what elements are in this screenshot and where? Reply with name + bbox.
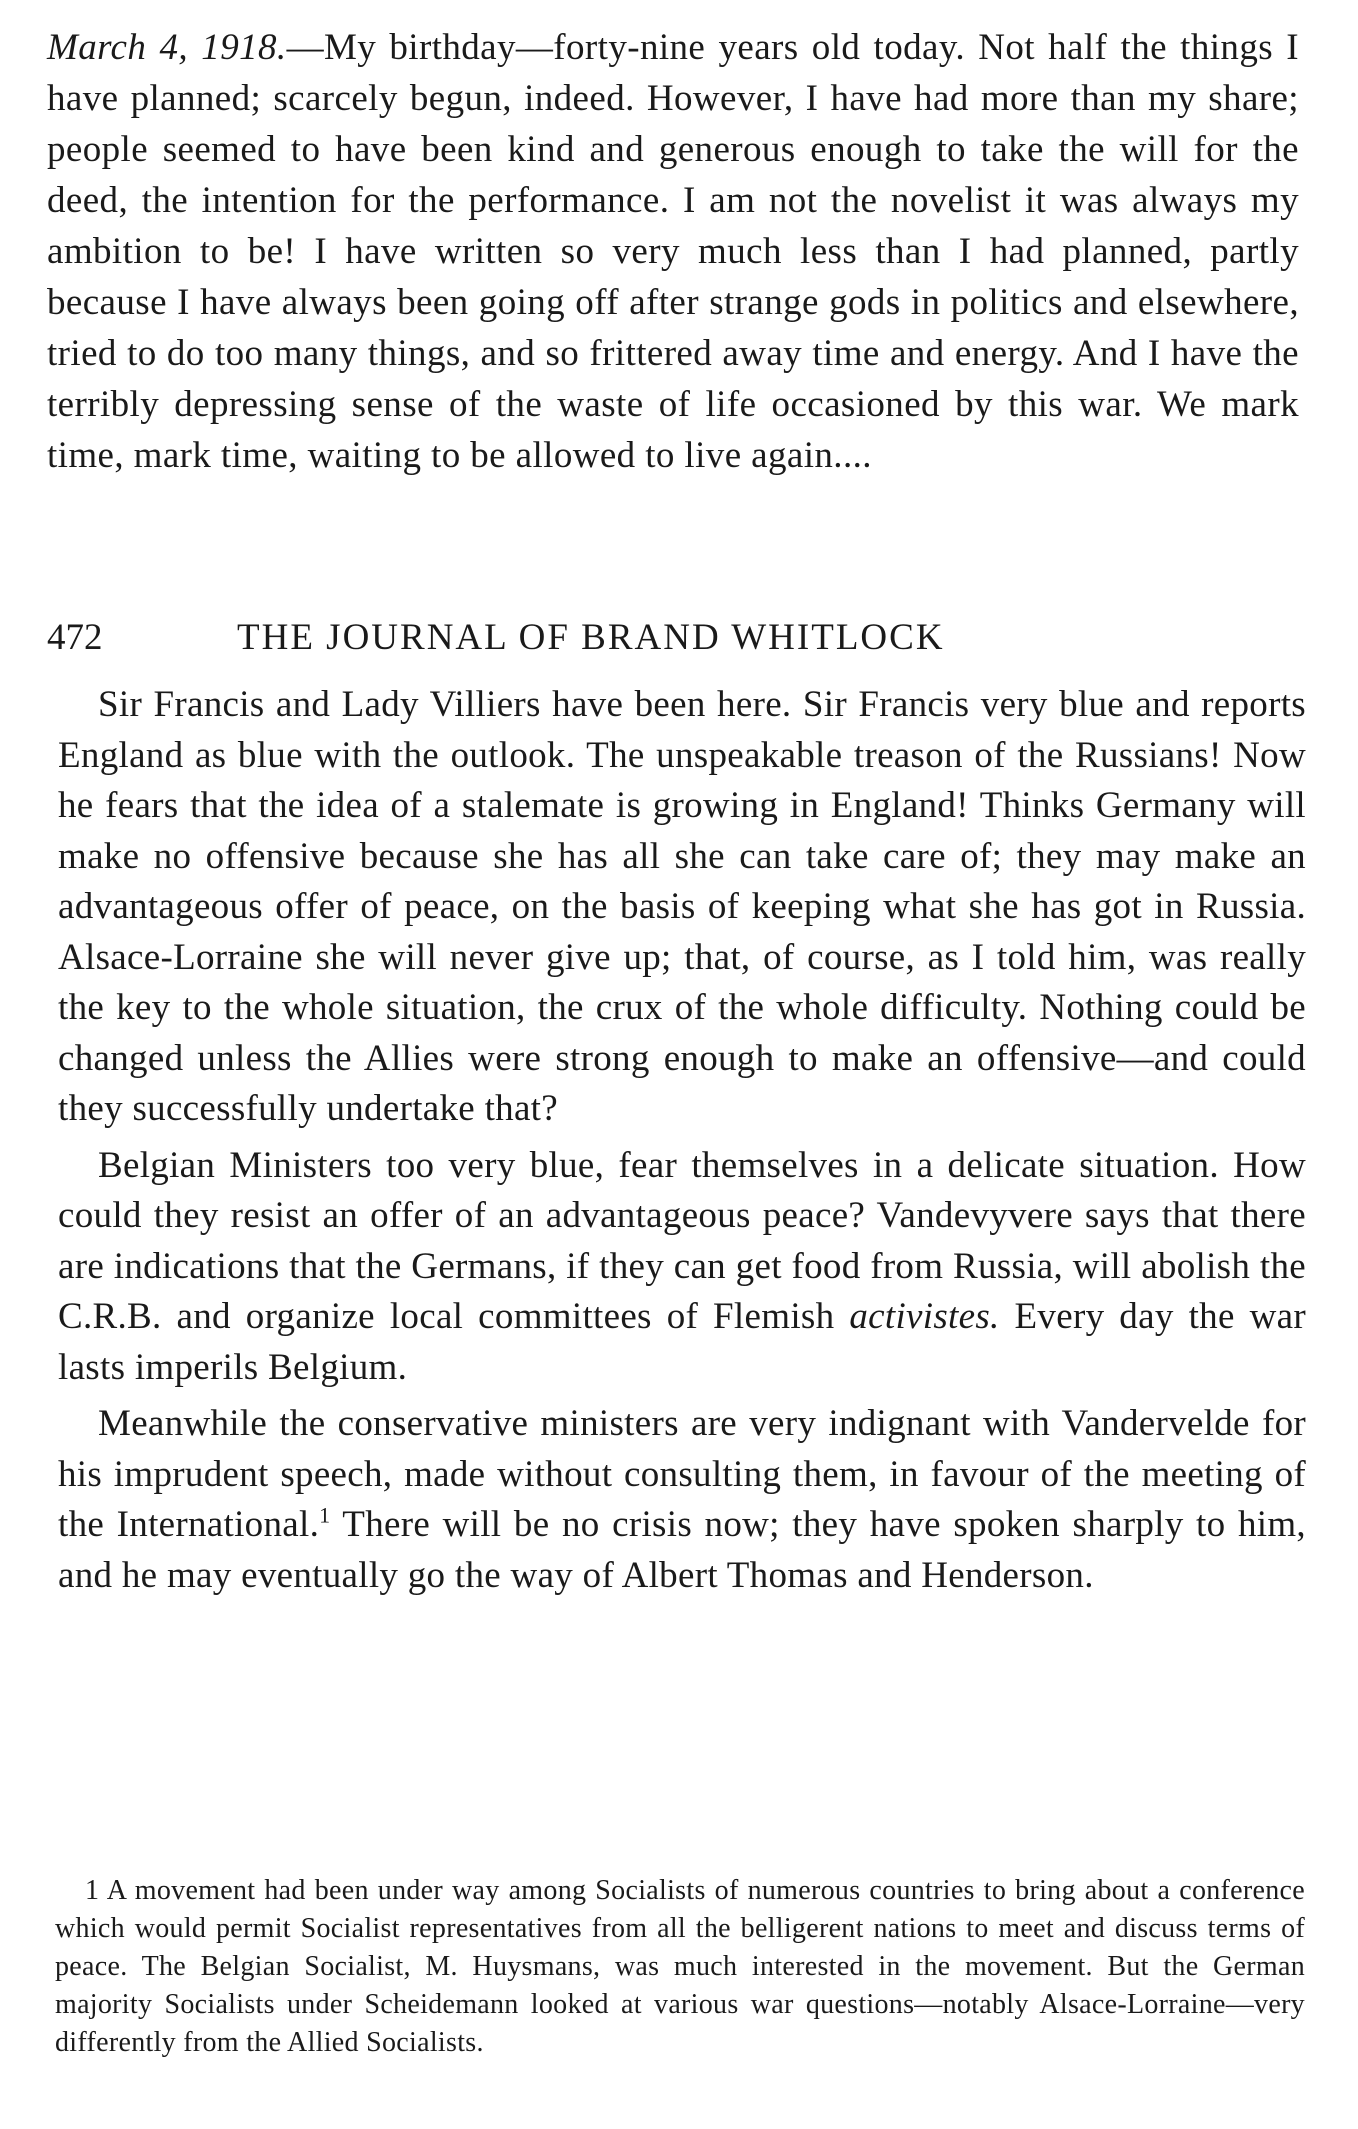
- paragraph-belgian-ministers: [58, 1141, 1306, 1394]
- paragraph-text: Meanwhile the conservative ministers are very indignant with Vandervelde for his imprudent speech, made without consulting them, in favour of the meeting of the International.: [58, 1403, 1306, 1545]
- paragraph-text: Belgian Ministers too very blue, fear themselves in a delicate situation. How could they resist an offer of an advantageous peace? Vandevyvere says that there are indications that the Germans, if they can get food from Russia, will abolish the C.R.B. and organize local committees of Flemish: [58, 1144, 1306, 1337]
- paragraph-text: Every day the war lasts imperils Belgium.: [58, 1296, 1306, 1388]
- entry-date: March 4, 1918.: [47, 27, 287, 68]
- paragraph-villiers: [58, 680, 1306, 1135]
- page-number: 472: [47, 617, 103, 658]
- paragraph-text: There will be no crisis now; they have spoken sharply to him, and he may eventually go the way of Albert Thomas and Henderson.: [58, 1504, 1306, 1596]
- footnote-mark: 1: [85, 1875, 100, 1906]
- entry-text: —My birthday—forty-nine years old today. Not half the things I have planned; scarcely begun, indeed. However, I have had more than my share; people seemed to have been kind and generous enough to take the will for the deed, the intention for the performance. I am not the novelist it was always my ambition to be! I have written so very much less than I had planned, partly because I have always been going off after strange gods in politics and elsewhere, tried to do too many things, and so frittered away time and energy. And I have the terribly depressing sense of the waste of life occasioned by this war. We mark time, mark time, waiting to be allowed to live again....: [47, 27, 1299, 476]
- running-title: THE JOURNAL OF BRAND WHITLOCK: [237, 617, 945, 658]
- footnote-reference: 1: [319, 1502, 331, 1528]
- diary-entry-block: [47, 22, 1299, 481]
- footnote-block: [55, 1872, 1305, 2062]
- main-text-block: [58, 680, 1306, 1601]
- paragraph-text: Sir Francis and Lady Villiers have been here. Sir Francis very blue and reports England as blue with the outlook. The unspeakable treason of the Russians! Now he fears that the idea of a stalemate is growing in England! Thinks Germany will make no offensive because she has all she can take care of; they may make an advantageous offer of peace, on the basis of keeping what she has got in Russia. Alsace-Lorraine she will never give up; that, of course, as I told him, was really the key to the whole situation, the crux of the whole difficulty. Nothing could be changed unless the Allies were strong enough to make an offensive—and could they successfully undertake that?: [58, 684, 1306, 1129]
- italic-term: activistes.: [849, 1296, 1000, 1337]
- footnote-text: A movement had been under way among Socialists of numerous countries to bring about a conference which would permit Socialist representatives from all the belligerent nations to meet and discuss terms of peace. The Belgian Socialist, M. Huysmans, was much interested in the movement. But the German majority Socialists under Scheidemann looked at various war questions—notably Alsace-Lorraine—very differently from the Allied Socialists.: [55, 1875, 1305, 2058]
- footnote: [55, 1872, 1305, 2062]
- diary-entry-paragraph: [47, 22, 1299, 481]
- running-header: [47, 612, 1299, 664]
- paragraph-conservative-ministers: [58, 1399, 1306, 1601]
